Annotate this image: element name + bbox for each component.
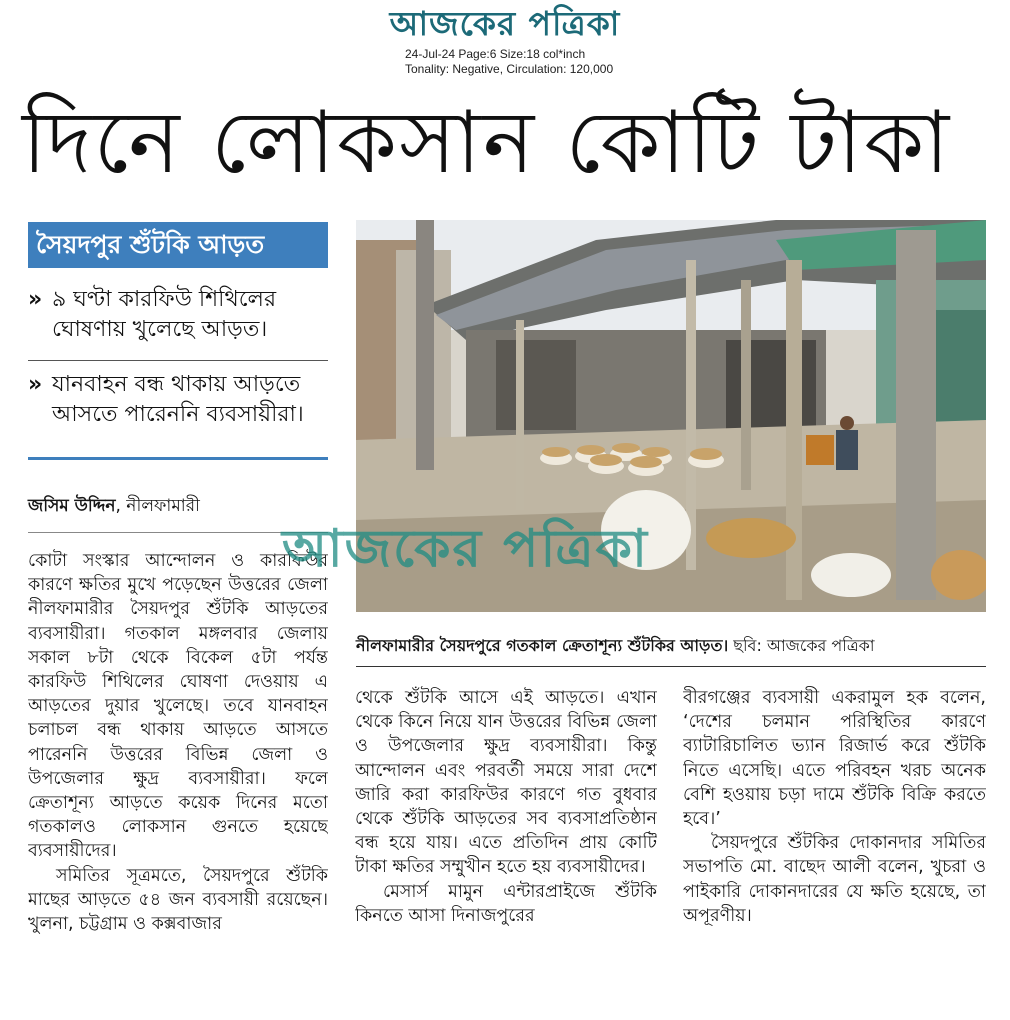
byline-location: , নীলফামারী [115, 496, 200, 516]
article-column-3 [683, 686, 986, 991]
bullet-text-line: ৯ ঘণ্টা কারফিউ শিথিলের [52, 287, 277, 312]
article-paragraph: থেকে শুঁটকি আসে এই আড়তে। এখান থেকে কিনে নিয়ে যান উত্তরের বিভিন্ন জেলা ও উপজেলার ক্ষুদ্র ব্যবসায়ীরা। কিন্তু আন্দোলন এবং পরবর্তী সময়ে সারা দেশে জারি করা কারফিউর কারণে গত বুধবার থেকে শুঁটকি আড়তের সব ব্যবসাপ্রতিষ্ঠান বন্ধ হয়ে যায়। এতে প্রতিদিন প্রায় কোটি টাকা ক্ষতির সম্মুখীন হতে হয় ব্যবসায়ীদের। [355, 688, 657, 878]
bullet-text-line: যানবাহন বন্ধ থাকায় আড়তে [52, 372, 301, 397]
article-column-2 [355, 686, 657, 991]
photo-caption [356, 634, 996, 658]
bullet-point [28, 370, 328, 430]
clipping-meta-line-2: Tonality: Negative, Circulation: 120,000 [405, 62, 614, 76]
article-paragraph: সৈয়দপুরে শুঁটকির দোকানদার সমিতির সভাপতি মো. বাছেদ আলী বলেন, খুচরা ও পাইকারি দোকানদারের যে ক্ষতি হয়েছে, তা অপূরণীয়। [683, 833, 986, 926]
bullet-text-line: ঘোষণায় খুলেছে আড়ত। [52, 317, 268, 342]
byline [28, 494, 200, 518]
newspaper-masthead: আজকের পত্রিকা [389, 4, 621, 43]
double-chevron-icon: » [28, 287, 43, 312]
section-banner: সৈয়দপুর শুঁটকি আড়ত [28, 222, 328, 268]
caption-text: নীলফামারীর সৈয়দপুরে গতকাল ক্রেতাশূন্য শুঁটকির আড়ত। [356, 636, 729, 655]
bullet-text-line: আসতে পারেননি ব্যবসায়ীরা। [52, 402, 304, 427]
headline: দিনে লোকসান কোটি টাকা [22, 93, 952, 193]
double-chevron-icon: » [28, 372, 43, 397]
divider [356, 666, 986, 667]
section-divider [28, 457, 328, 460]
byline-author: জসিম উদ্দিন [28, 496, 116, 516]
article-paragraph: কোটা সংস্কার আন্দোলন ও কারফিউর কারণে ক্ষতির মুখে পড়েছেন উত্তরের জেলা নীলফামারীর সৈয়দপুর শুঁটকি আড়তের ব্যবসায়ীরা। গতকাল মঙ্গলবার জেলায় সকাল ৮টা থেকে বিকেল ৫টা পর্যন্ত কারফিউ শিথিলের ঘোষণা দেওয়ায় এ আড়তের দুয়ার খুলেছে। তবে যানবাহন চলাচল বন্ধ থাকায় আড়তে আসতে পারেননি উত্তরের বিভিন্ন জেলা ও উপজেলার ক্ষুদ্র ব্যবসায়ীরা। ফলে ক্রেতাশূন্য আড়তে কয়েক দিনের মতো গতকালও লোকসান গুনতে হয়েছে ব্যবসায়ীদের। [28, 551, 328, 862]
article-column-1 [28, 549, 328, 989]
photo-credit: ছবি: আজকের পত্রিকা [728, 636, 875, 655]
article-paragraph: সমিতির সূত্রমতে, সৈয়দপুরে শুঁটকি মাছের আড়তে ৫৪ জন ব্যবসায়ী রয়েছেন। খুলনা, চট্টগ্রাম ও কক্সবাজার [28, 865, 328, 935]
watermark: আজকের পত্রিকা [282, 519, 649, 579]
article-paragraph: মেসার্স মামুন এন্টারপ্রাইজে শুঁটকি কিনতে আসা দিনাজপুরের [355, 881, 657, 926]
clipping-meta-line-1: 24-Jul-24 Page:6 Size:18 col*inch [405, 47, 586, 61]
article-paragraph: বীরগঞ্জের ব্যবসায়ী একরামুল হক বলেন, ‘দেশের চলমান পরিস্থিতির কারণে ব্যাটারিচালিত ভ্যান রিজার্ভ করে শুঁটকি নিতে এসেছি। এতে পরিবহন খরচ অনেক বেশি হওয়ায় চড়া দামে শুঁটকি বিক্রি করতে হবে।’ [683, 688, 986, 830]
bullet-point [28, 285, 328, 345]
divider [28, 360, 328, 361]
